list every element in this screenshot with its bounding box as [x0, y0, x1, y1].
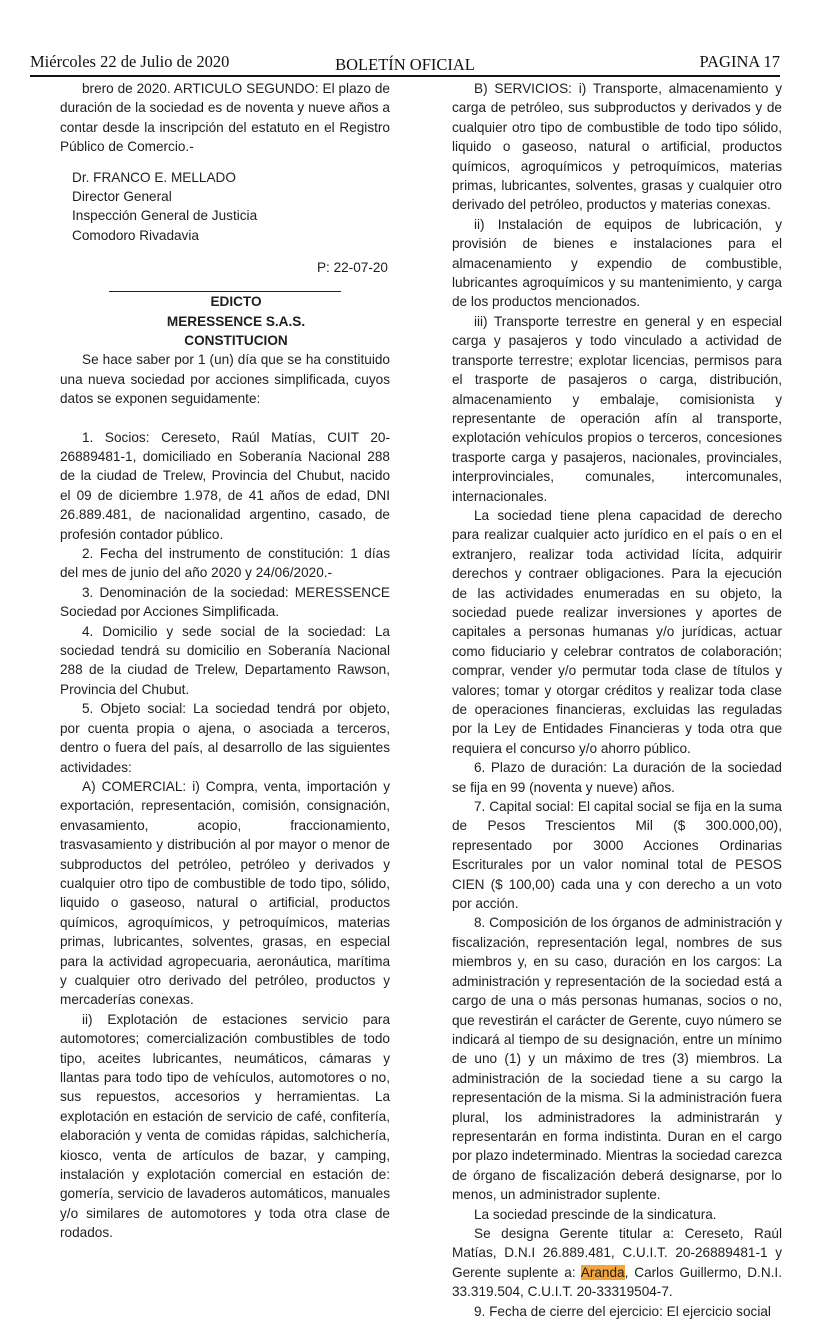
left-column	[60, 79, 390, 1243]
paragraph: 1. Socios: Cereseto, Raúl Matías, CUIT 20-26889481-1, domiciliado en Soberanía Nacional 288 de la ciudad de Trelew, Provincia del Chubut, nacido el 09 de diciembre 1.978, de 41 años de edad, DNI 26.889.481, de nacionalidad argentino, casado, de profesión contador público.	[60, 429, 390, 542]
right-column	[452, 79, 782, 1321]
paragraph: ii) Instalación de equipos de lubricación, y provisión de bienes e instalaciones para el almacenamiento y expendio de combustible, lubricantes agroquímicos y su mantenimiento, y carga de los productos mencionados.	[452, 216, 782, 310]
edict-title: EDICTO	[210, 294, 262, 310]
paragraph: 3. Denominación de la sociedad: MERESSENCE Sociedad por Acciones Simplificada.	[60, 584, 390, 620]
paragraph: ii) Explotación de estaciones servicio para automotores; comercialización combustibles de todo tipo, aceites lubricantes, neumáticos, cámaras y llantas para todo tipo de vehículos, automotores o no, sus repuestos, accesorios y herramientas. La explotación en estación de servicio de café, confitería, elaboración y venta de comidas rápidas, salchichería, kiosco, venta de artículos de bazar, y camping, instalación y explotación comercial en estación de: gomería, servicio de lavaderos automáticos, manuales y/o similares de automotores y toda otra clase de rodados.	[60, 1011, 390, 1241]
header-publication: BOLETÍN OFICIAL	[335, 55, 475, 74]
signature-org: Inspección General de Justicia	[72, 208, 258, 224]
paragraph: A) COMERCIAL: i) Compra, venta, importación y exportación, representación, comisión, consignación, envasamiento, acopio, fraccionamiento, trasvasamiento y distribución al por mayor o menor de subproductos del petróleo, petróleo y derivados y cualquier otro tipo de combustible de todo tipo, sólido, liquido o gaseoso, natural o artificial, productos químicos, agroquímicos, y petroquímicos, materias primas, lubricantes, solventes, grasas, en especial para la actividad agropecuaria, aeronáutica, marítima y cualquier otro derivado del petróleo, productos y mercaderías conexas.	[60, 778, 390, 1008]
intro-paragraph: brero de 2020. ARTICULO SEGUNDO: El plazo de duración de la sociedad es de noventa y nueve años a contar desde la inscripción del estatuto en el Registro Público de Comercio.-	[60, 81, 390, 155]
signature-block	[72, 168, 390, 246]
paragraph: 9. Fecha de cierre del ejercicio: El ejercicio social	[474, 1303, 771, 1319]
designation-paragraph	[452, 1224, 782, 1302]
paragraph: 6. Plazo de duración: La duración de la sociedad se fija en 99 (noventa y nueve) años.	[452, 760, 782, 795]
publication-date: P: 22-07-20	[316, 260, 388, 276]
paragraph: 4. Domicilio y sede social de la sociedad: La sociedad tendrá su domicilio en Soberanía Nacional 288 de la ciudad de Trelew, Departamento Rawson, Provincia del Chubut.	[60, 623, 390, 697]
paragraph: La sociedad prescinde de la sindicatura.	[474, 1206, 717, 1222]
section-title: CONSTITUCION	[184, 332, 288, 348]
designation-text-after: , Carlos Guillermo, D.N.I. 33.319.504, C.U.I.T. 20-33319504-7.	[452, 1264, 782, 1300]
page-header	[30, 52, 780, 74]
paragraph: B) SERVICIOS: i) Transporte, almacenamiento y carga de petróleo, sus subproductos y derivados y de cualquier otro tipo de combustible de todo tipo sólido, liquido o gaseoso, natural o artificial, productos químicos, agroquímicos y petroquímicos, materias primas, lubricantes, solventes, grasas y cualquier otro derivado del petróleo, productos y materias conexas.	[452, 81, 782, 213]
designation-text-before: Se designa Gerente titular a: Cereseto, Raúl Matías, D.N.I 26.889.481, C.U.I.T. 20-26889481-1 y Gerente suplente a:	[452, 1225, 782, 1280]
highlighted-name: Aranda	[580, 1264, 625, 1280]
signature-title: Director General	[72, 189, 172, 205]
paragraph-gap	[60, 409, 390, 428]
header-page-number: PAGINA 17	[699, 52, 780, 71]
paragraph: 7. Capital social: El capital social se fija en la suma de Pesos Trescientos Mil ($ 300.000,00), representado por 3000 Acciones Ordinarias Escriturales por un valor nominal total de PESOS CIEN ($ 100,00) cada una y con derecho a un voto por acción.	[452, 799, 782, 912]
paragraph: 5. Objeto social: La sociedad tendrá por objeto, por cuenta propia o ajena, o asociada a terceros, dentro o fuera del país, al desarrollo de las siguientes actividades:	[60, 701, 390, 775]
paragraph: iii) Transporte terrestre en general y en especial carga y pasajeros y todo vinculado a actividad de transporte terrestre; explotar licencias, permisos para el trasporte de pasajeros o carga, distribución, almacenamiento y embalaje, comisionista y representante de operación afín al transporte, explotación vehículos propios o terceros, concesiones trasporte carga y pasajeros, nacionales, provinciales, interprovinciales, comunales, intercomunales, internacionales.	[452, 313, 782, 504]
signature-city: Comodoro Rivadavia	[72, 227, 199, 243]
paragraph: La sociedad tiene plena capacidad de derecho para realizar cualquier acto jurídico en el país o en el extranjero, realizar toda actividad lícita, adquirir derechos y contraer obligaciones. Para la ejecución de las actividades enumeradas en su objeto, la sociedad puede realizar inversiones y aportes de capitales a personas humanas y/o jurídicas, actuar como fiduciario y celebrar contratos de colaboración; comprar, vender y/o permutar toda clase de títulos y valores; tomar y otorgar créditos y realizar toda clase de operaciones financieras, excluidas las reguladas por la Ley de Entidades Financieras y toda otra que requiera el concurso y/o ahorro público.	[452, 507, 782, 756]
company-name: MERESSENCE S.A.S.	[166, 313, 306, 329]
header-rule	[30, 75, 780, 77]
paragraph: 2. Fecha del instrumento de constitución: 1 días del mes de junio del año 2020 y 24/06/2020.-	[60, 546, 390, 581]
paragraph: Se hace saber por 1 (un) día que se ha constituido una nueva sociedad por acciones simplificada, cuyos datos se exponen seguidamente:	[60, 352, 390, 407]
header-date: Miércoles 22 de Julio de 2020	[30, 52, 230, 71]
paragraph: 8. Composición de los órganos de administración y fiscalización, representación legal, nombres de sus miembros y, en su caso, duración en los cargos: La administración y representación de la sociedad está a cargo de una o más personas humanas, socios o no, que revestirán el carácter de Gerente, cuyo número se indicará al tiempo de su designación, entre un mínimo de uno (1) y un máximo de tres (3) miembros. La administración de la sociedad tiene a su cargo la representación de la misma. Si la administración fuera plural, los administradores la administrarán y representarán en forma indistinta. Duran en el cargo por plazo indeterminado. Mientras la sociedad carezca de órgano de fiscalización deberá designarse, por lo menos, un administrador suplente.	[452, 915, 782, 1203]
signature-name: Dr. FRANCO E. MELLADO	[72, 169, 236, 185]
